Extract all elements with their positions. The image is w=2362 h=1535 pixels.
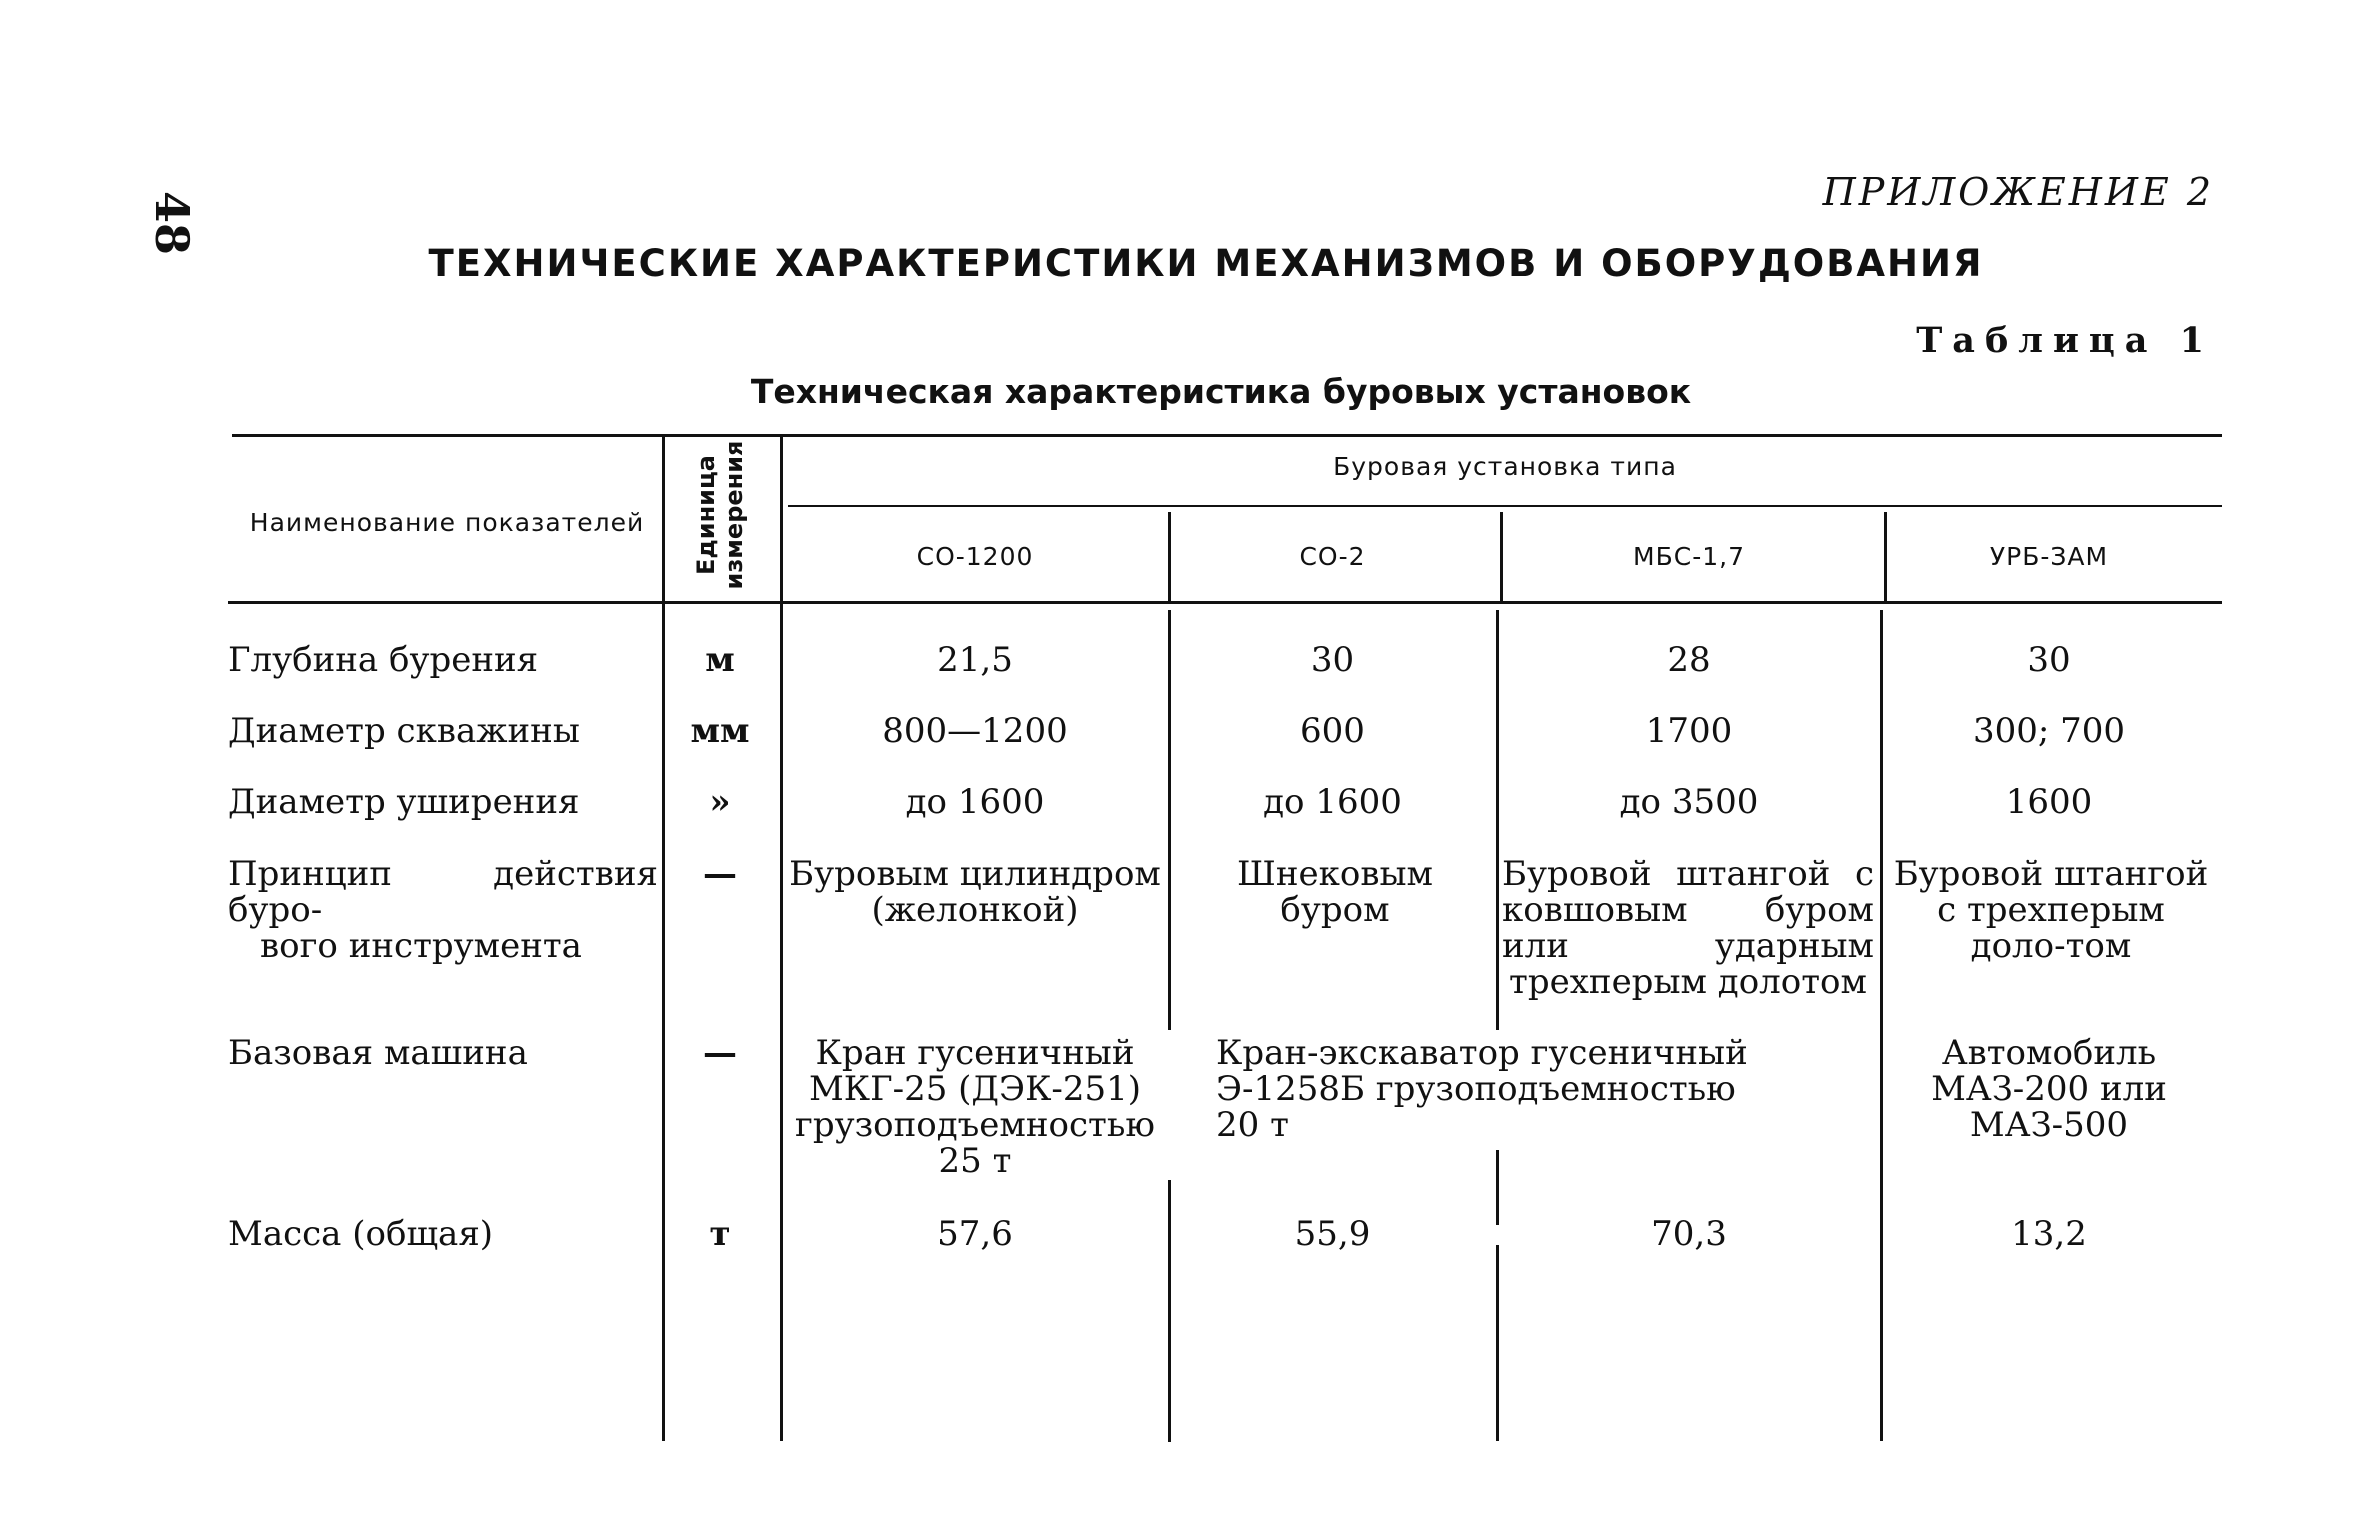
row-label [228,856,658,964]
row-unit: » [709,782,731,822]
cell-urb: 1600 [2005,782,2093,822]
divider-col2-col3-body [1496,610,1499,1030]
cell-co2: 600 [1300,711,1365,751]
cell-mbs: Буровой штангой с ковшовым буром или ударным трехперым долотом [1502,854,1874,1002]
row-unit: мм [690,711,750,751]
cell-mbs: до 3500 [1619,782,1759,822]
cell-mbs: 70,3 [1651,1214,1727,1254]
cell-co1200: 21,5 [937,640,1013,680]
row-label-line2: вого инструмента [260,926,582,966]
cell-co2: Шнековым буром [1237,854,1433,930]
divider-col2-col3-lower [1496,1150,1499,1225]
row-label: Масса (общая) [228,1214,494,1254]
page-number: 48 [145,190,200,256]
header-group-column: Буровая установка типа [1333,452,1677,481]
row-label: Диаметр уширения [228,782,580,822]
divider-col3-col4-body [1880,610,1883,1441]
group-header-rule [788,505,2222,507]
cell-co2: 55,9 [1294,1214,1371,1254]
cell-urb: 13,2 [2011,1214,2087,1254]
cell-urb: 300; 700 [1972,711,2126,751]
divider-unit-values [780,434,783,1441]
table-label: Таблица 1 [1916,320,2214,361]
header-model-urb: УРБ-ЗАМ [1989,542,2109,571]
appendix-label: ПРИЛОЖЕНИЕ 2 [1822,170,2214,214]
cell-co2-mbs-merged: Кран-экскаватор гусеничный Э-1258Б грузоподъемностью 20 т [1216,1033,1748,1145]
cell-co1200: Буровым цилиндром (желонкой) [789,854,1161,930]
header-unit-label: Единица измерения [692,440,748,589]
header-name-column: Наименование показателей [249,508,645,537]
row-unit: т [709,1214,731,1254]
cell-co2: до 1600 [1263,782,1402,822]
cell-mbs: 28 [1667,640,1711,680]
cell-urb: Автомобиль МАЗ-200 или МАЗ-500 [1931,1033,2167,1145]
table-top-rule [232,434,2222,437]
cell-urb: Буровой штангой с трехперым доло-том [1893,854,2209,966]
header-model-co1200: СО-1200 [916,542,1034,571]
row-unit: м [705,640,735,680]
cell-urb: 30 [2027,640,2071,680]
header-unit-column [660,432,780,597]
cell-co1200: Кран гусеничный МКГ-25 (ДЭК-251) грузоподъемностью 25 т [795,1033,1155,1181]
header-model-mbs: МБС-1,7 [1633,542,1745,571]
header-bottom-rule [228,601,2222,604]
row-unit: — [703,854,737,894]
row-label-line1: Принцип действия буро- [228,854,658,930]
row-label: Диаметр скважины [228,711,580,751]
header-model-co2: СО-2 [1299,542,1366,571]
cell-mbs: 1700 [1645,711,1733,751]
cell-co2: 30 [1310,640,1355,680]
cell-co1200: до 1600 [905,782,1045,822]
cell-co1200: 57,6 [937,1214,1013,1254]
divider-col2-col3-end [1496,1245,1499,1441]
table-caption: Техническая характеристика буровых установок [750,372,1692,411]
row-unit: — [703,1033,737,1073]
row-label: Базовая машина [228,1033,528,1073]
row-label: Глубина бурения [228,640,539,680]
cell-co1200: 800—1200 [882,711,1068,751]
page-title: ТЕХНИЧЕСКИЕ ХАРАКТЕРИСТИКИ МЕХАНИЗМОВ И ОБОРУДОВАНИЯ [428,242,1984,285]
